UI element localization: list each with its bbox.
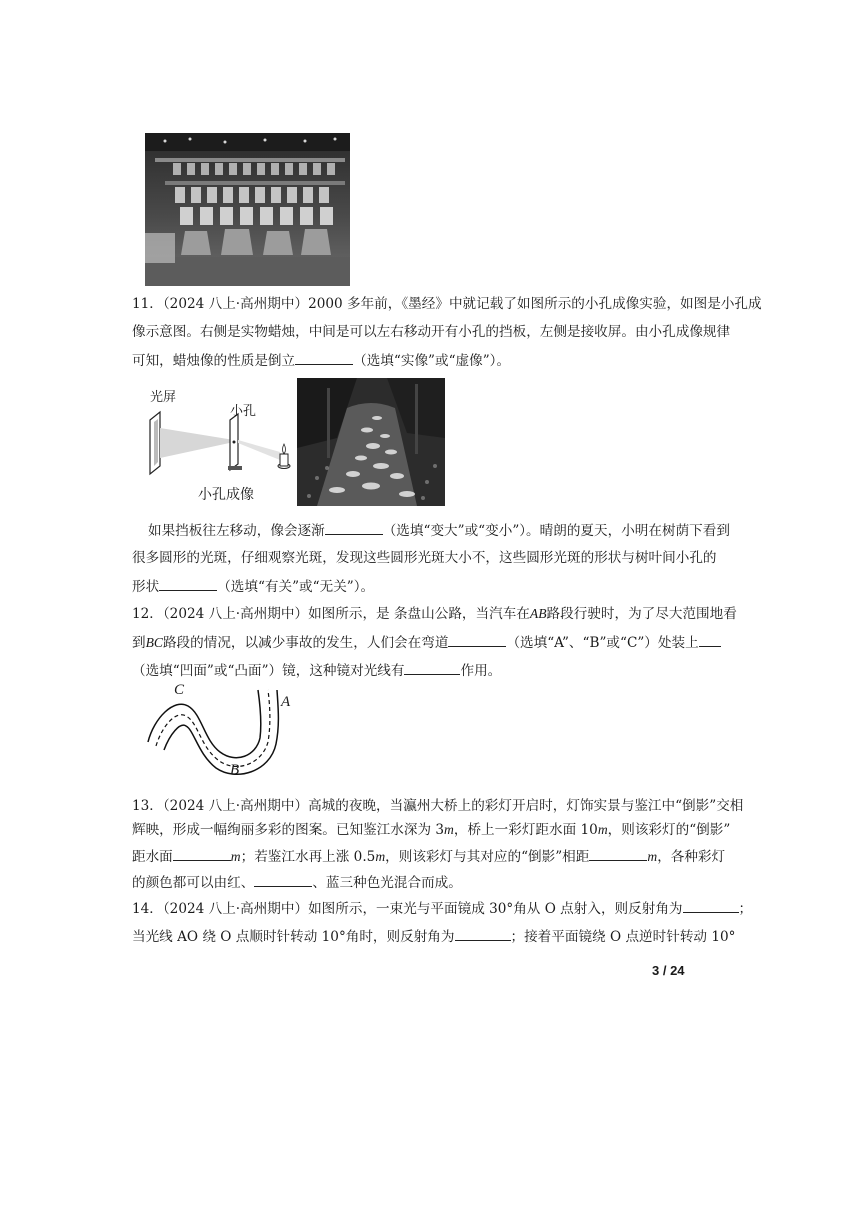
q13-line-3-text-d: ，各种彩灯 xyxy=(657,849,726,865)
q13-line-3-text-c: ，则该彩灯与其对应的“倒影”相距 xyxy=(385,849,590,865)
q12-line-3 xyxy=(132,660,501,681)
q13-unit-2: m xyxy=(597,822,608,837)
q13-line-3 xyxy=(132,846,725,867)
q11-line-1: 11．（2024 八上·高州期中）2000 多年前，《墨经》中就记载了如图所示的小孔成像实验，如图是小孔成 xyxy=(132,296,762,312)
q11-line-6-text-a: 形状 xyxy=(132,579,160,595)
q12-segment-bc: BC xyxy=(145,635,163,650)
q11-line-5: 很多圆形的光斑，仔细观察光斑，发现这些圆形光斑大小不，这些圆形光斑的形状与树叶间小孔的 xyxy=(132,550,717,566)
q13-line-4 xyxy=(132,872,462,893)
q12-line-3-text-b: 作用。 xyxy=(460,663,502,679)
label-b: B xyxy=(230,762,240,778)
q11-answer-blank-1[interactable] xyxy=(295,350,353,365)
q11-answer-blank-3[interactable] xyxy=(159,576,217,591)
mountain-road-diagram xyxy=(140,684,300,782)
q13-unit-1: m xyxy=(444,822,454,837)
q11-line-4 xyxy=(148,520,730,541)
pinhole-diagram xyxy=(138,382,298,504)
q13-line-2-text-b: ，桥上一彩灯距水面 10 xyxy=(453,822,598,838)
q12-line-1-text-a: 12．（2024 八上·高州期中）如图所示，是 条盘山公路，当汽车在 xyxy=(132,606,530,622)
q14-answer-blank-2[interactable] xyxy=(455,926,511,941)
q13-line-2-text-c: ，则该彩灯的“倒影” xyxy=(607,822,731,838)
q14-line-2 xyxy=(132,926,735,947)
q13-line-2 xyxy=(132,820,730,840)
q12-answer-blank-1[interactable] xyxy=(448,632,506,647)
q13-line-1: 13．（2024 八上·高州期中）高城的夜晚，当瀛州大桥上的彩灯开启时，灯饰实景与鉴江中“倒影”交相 xyxy=(132,798,744,814)
q13-line-3-text-b: ；若鉴江水再上涨 0.5 xyxy=(240,849,376,865)
q12-line-2-text-a: 到 xyxy=(132,635,146,651)
q12-line-1 xyxy=(132,604,737,624)
q11-line-4-text-a: 如果挡板往左移动，像会逐渐 xyxy=(148,523,325,539)
q13-line-4-text-a: 的颜色都可以由红、 xyxy=(132,875,255,891)
q13-line-4-text-b: 、蓝三种色光混合而成。 xyxy=(312,875,462,891)
q11-line-4-text-b: （选填“变大”或“变小”）。晴朗的夏天，小明在树荫下看到 xyxy=(382,523,730,539)
q14-line-1-text-b: ； xyxy=(738,901,753,917)
q11-line-3 xyxy=(132,350,510,371)
diagram-caption: 小孔成像 xyxy=(198,487,254,503)
q13-unit-4: m xyxy=(375,849,386,864)
page-number: 3 / 24 xyxy=(652,963,685,978)
q11-line-6 xyxy=(132,576,374,597)
screen-label: 光屏 xyxy=(150,390,177,405)
q12-segment-ab: AB xyxy=(529,606,547,621)
bells-exhibit-photo xyxy=(145,133,350,286)
q11-line-2: 像示意图。右侧是实物蜡烛，中间是可以左右移动开有小孔的挡板，左侧是接收屏。由小孔成像规律 xyxy=(132,324,731,340)
q12-line-2-text-b: 路段的情况，以减少事故的发生，人们会在弯道 xyxy=(162,635,449,651)
q12-answer-blank-3[interactable] xyxy=(404,660,460,675)
q13-unit-3: m xyxy=(230,849,241,864)
q13-unit-5: m xyxy=(647,849,658,864)
forest-light-spots-photo xyxy=(297,378,445,506)
q12-line-3-text-a: （选填“凹面”或“凸面”）镜，这种镜对光线有 xyxy=(132,663,405,679)
pinhole-label: 小孔 xyxy=(230,404,257,419)
q11-line-3-text-a: 可知，蜡烛像的性质是倒立 xyxy=(132,353,296,369)
q14-line-1 xyxy=(132,898,752,919)
q13-answer-blank-2[interactable] xyxy=(589,846,647,861)
q12-line-2 xyxy=(132,632,721,653)
q14-line-1-text-a: 14．（2024 八上·高州期中）如图所示，一束光与平面镜成 30°角从 O 点射入，则反射角为 xyxy=(132,901,683,917)
q14-line-2-text-a: 当光线 AO 绕 O 点顺时针转动 10°角时，则反射角为 xyxy=(132,929,455,945)
q11-line-6-text-b: （选填“有关”或“无关”）。 xyxy=(217,579,375,595)
q11-answer-blank-2[interactable] xyxy=(325,520,383,535)
q12-answer-blank-2[interactable] xyxy=(699,632,721,647)
q14-answer-blank-1[interactable] xyxy=(683,898,739,913)
q13-answer-blank-3[interactable] xyxy=(254,872,312,887)
q11-line-3-text-b: （选填“实像”或“虚像”）。 xyxy=(353,353,511,369)
q14-line-2-text-b: ；接着平面镜绕 O 点逆时针转动 10° xyxy=(510,929,736,945)
q12-line-1-text-b: 路段行驶时，为了尽大范围地看 xyxy=(546,606,737,622)
q12-line-2-text-c: （选填“A”、“B”或“C”）处装上 xyxy=(506,635,699,651)
q13-answer-blank-1[interactable] xyxy=(173,846,231,861)
q13-line-2-text-a: 辉映，形成一幅绚丽多彩的图案。已知鉴江水深为 3 xyxy=(132,822,445,838)
label-a: A xyxy=(281,694,291,710)
label-c: C xyxy=(174,682,185,698)
q13-line-3-text-a: 距水面 xyxy=(132,849,173,865)
